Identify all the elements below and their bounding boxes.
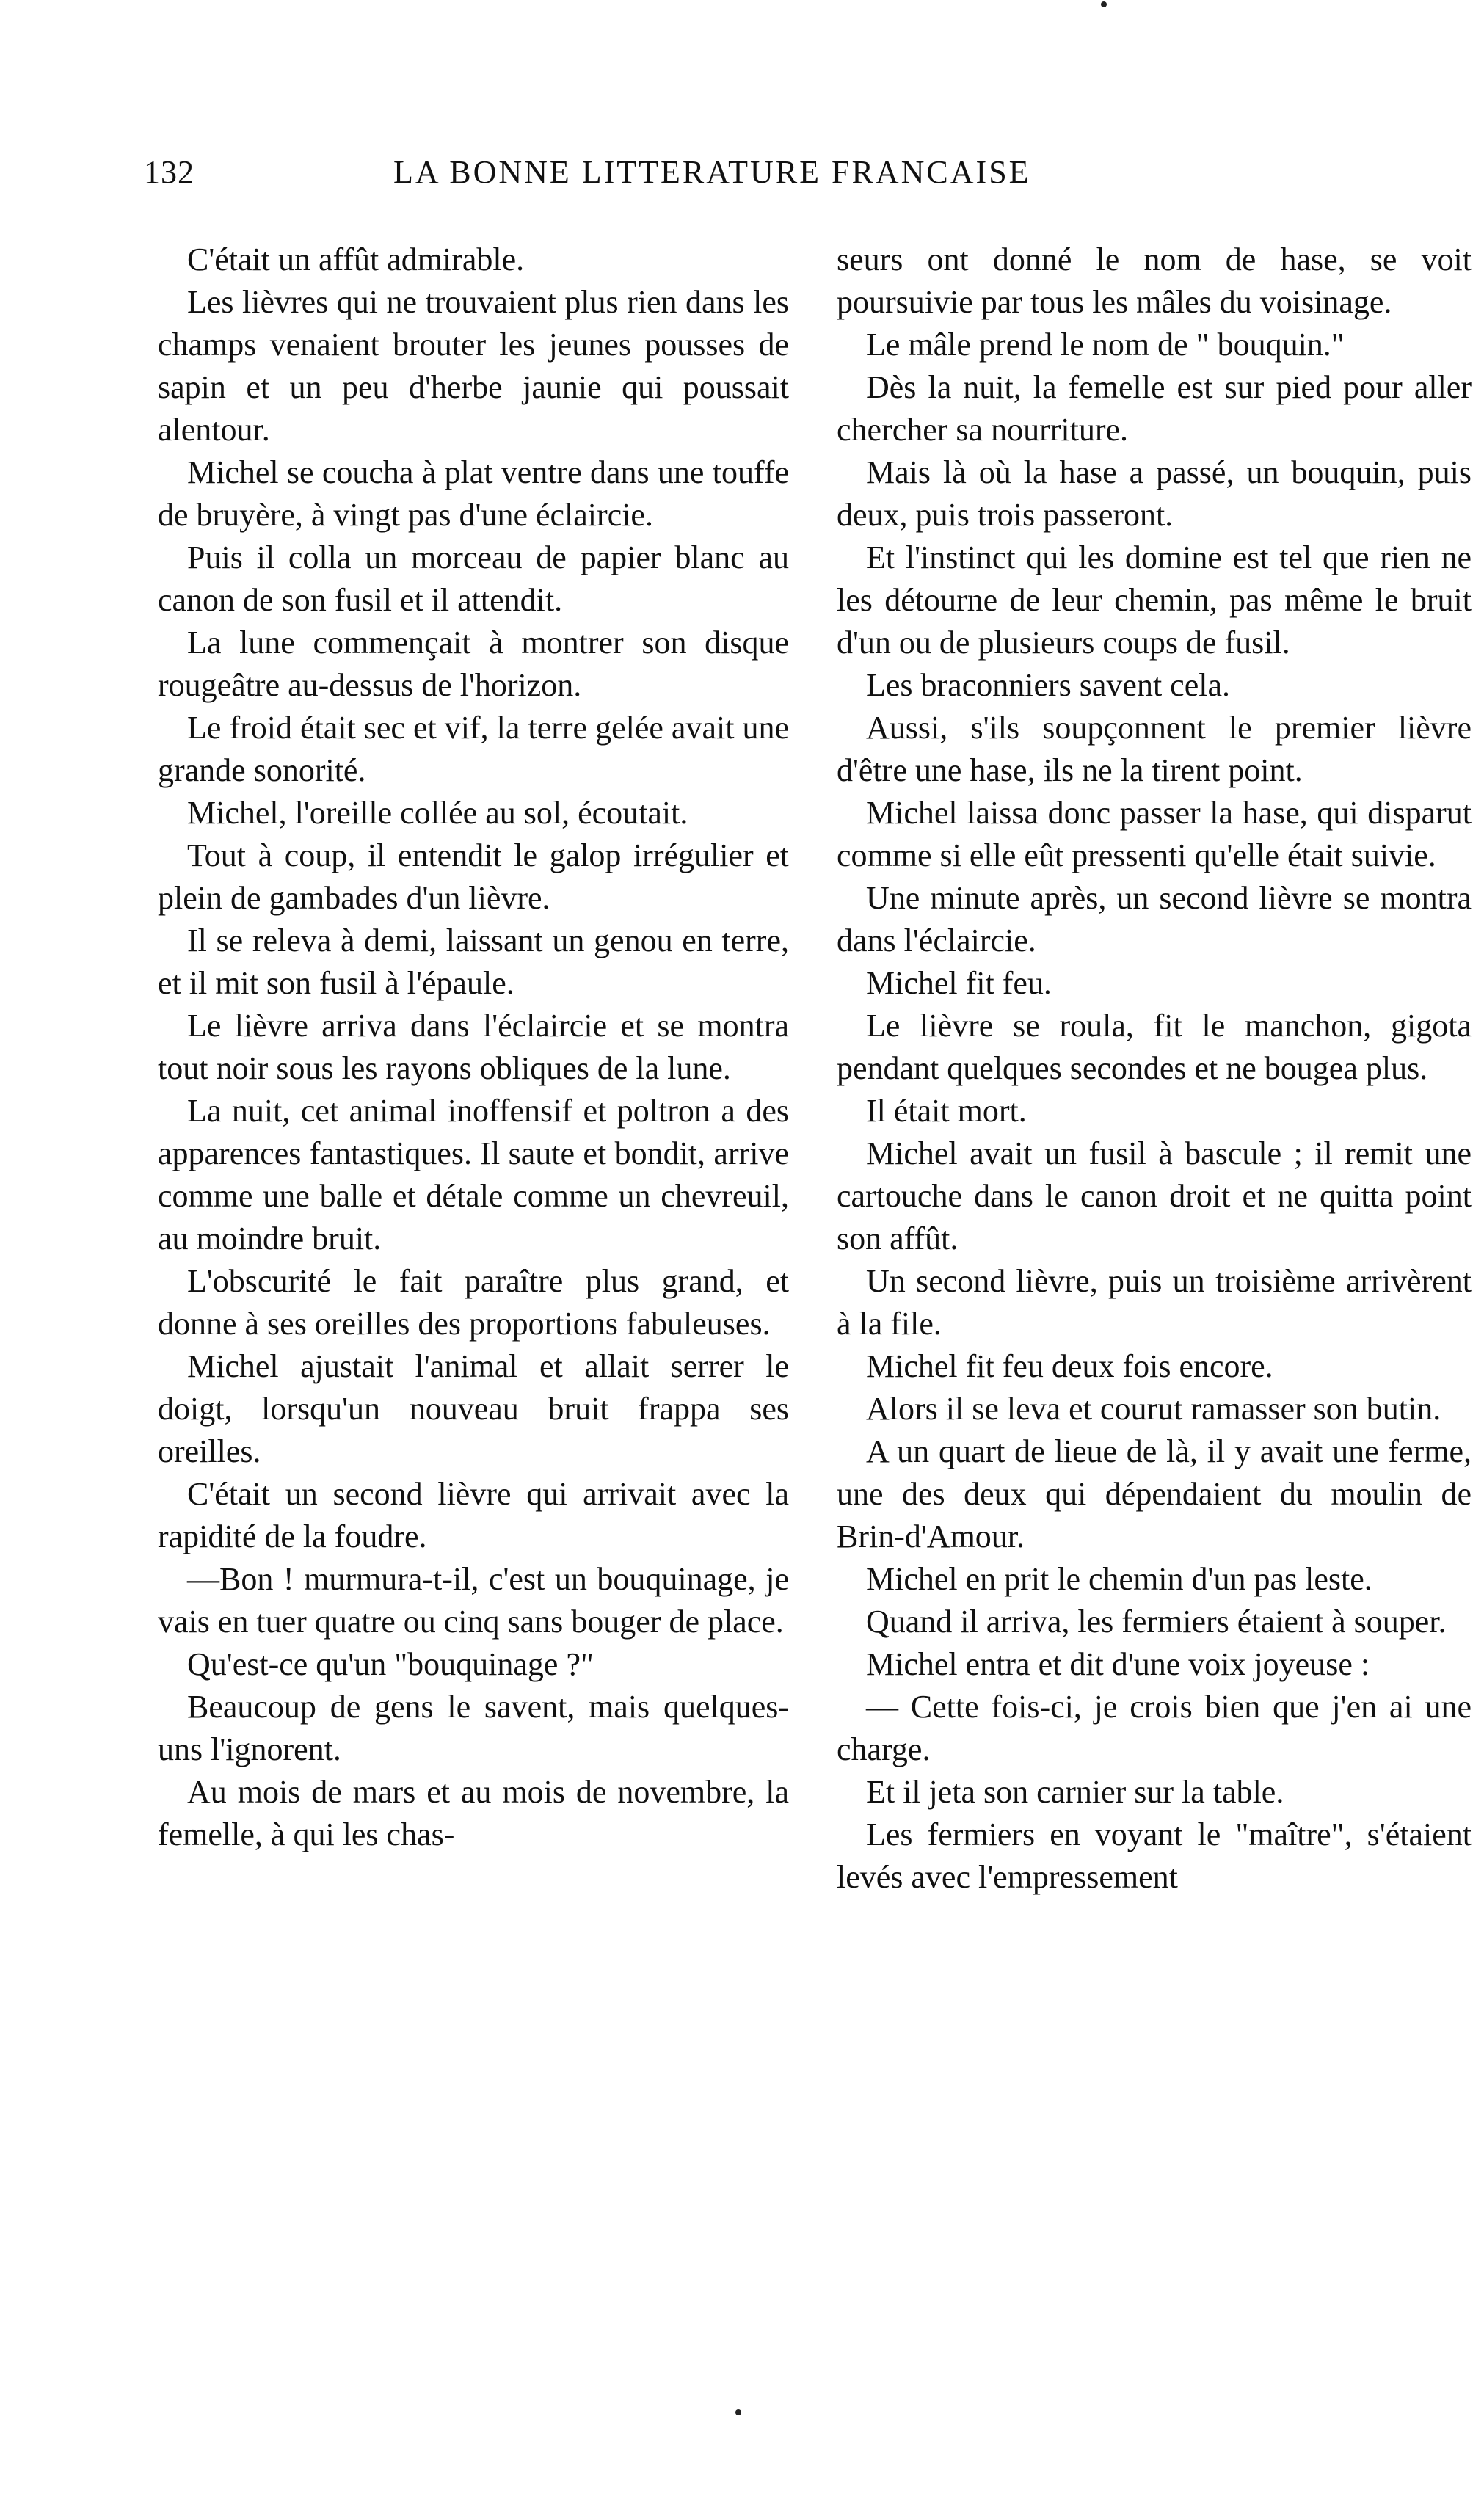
paragraph: Les braconniers savent cela. (866, 667, 1230, 703)
paragraph: Puis il colla un morceau de papier blanc au canon de son fusil et il attendit. (158, 539, 789, 618)
paragraph: —Bon ! murmura-t-il, c'est un bouquinage, je vais en tuer quatre ou cinq sans bouger de place. (158, 1561, 789, 1640)
paragraph: Les fermiers en voyant le "maître", s'étaient levés avec l'empressement (837, 1816, 1472, 1895)
paragraph: Le mâle prend le nom de " bouquin." (866, 327, 1345, 363)
paragraph: L'obscurité le fait paraître plus grand, et donne à ses oreilles des proportions fabuleuses. (158, 1263, 789, 1342)
paragraph: Le lièvre se roula, fit le manchon, gigota pendant quelques secondes et ne bougea plus. (837, 1008, 1472, 1086)
paragraph: Michel, l'oreille collée au sol, écoutait. (187, 795, 688, 831)
paragraph: Un second lièvre, puis un troisième arrivèrent à la file. (837, 1263, 1472, 1342)
page-header (144, 150, 1149, 194)
paragraph: Alors il se leva et courut ramasser son butin. (866, 1391, 1441, 1427)
paragraph: Beaucoup de gens le savent, mais quelques-uns l'ignorent. (158, 1689, 789, 1767)
paragraph: Le lièvre arriva dans l'éclaircie et se montra tout noir sous les rayons obliques de la lune. (158, 1008, 789, 1086)
paragraph: Michel fit feu. (866, 965, 1052, 1001)
paragraph: Les lièvres qui ne trouvaient plus rien dans les champs venaient brouter les jeunes pousses de sapin et un peu d'herbe jaunie qui poussait alentour. (158, 284, 789, 448)
paragraph: Tout à coup, il entendit le galop irrégulier et plein de gambades d'un lièvre. (158, 837, 789, 916)
paragraph: Michel se coucha à plat ventre dans une touffe de bruyère, à vingt pas d'une éclaircie. (158, 454, 789, 533)
paragraph: Michel fit feu deux fois encore. (866, 1348, 1273, 1384)
paragraph: Dès la nuit, la femelle est sur pied pour aller chercher sa nourriture. (837, 369, 1472, 448)
paragraph: Une minute après, un second lièvre se montra dans l'éclaircie. (837, 880, 1472, 958)
running-title: LA BONNE LITTERATURE FRANCAISE (393, 154, 1031, 190)
paragraph: Michel entra et dit d'une voix joyeuse : (866, 1646, 1370, 1682)
page-number: 132 (144, 154, 194, 190)
paragraph: C'était un second lièvre qui arrivait avec la rapidité de la foudre. (158, 1476, 789, 1554)
paragraph: C'était un affût admirable. (187, 241, 525, 277)
paragraph: La lune commençait à montrer son disque rougeâtre au-dessus de l'horizon. (158, 625, 789, 703)
paragraph: Il était mort. (866, 1093, 1027, 1129)
paragraph: A un quart de lieue de là, il y avait une ferme, une des deux qui dépendaient du moulin de Brin-d'Amour. (837, 1433, 1472, 1554)
paragraph: Et l'instinct qui les domine est tel que rien ne les détourne de leur chemin, pas même le bruit d'un ou de plusieurs coups de fusil. (837, 539, 1472, 661)
paragraph-continued: seurs ont donné le nom de hase, se voit poursuivie par tous les mâles du voisinage. (837, 241, 1472, 320)
paragraph: Quand il arriva, les fermiers étaient à souper. (866, 1604, 1447, 1640)
text-column-left (158, 239, 789, 1856)
paragraph: Il se releva à demi, laissant un genou en terre, et il mit son fusil à l'épaule. (158, 923, 789, 1001)
paragraph: Le froid était sec et vif, la terre gelée avait une grande sonorité. (158, 710, 789, 788)
text-column-right (837, 239, 1472, 1899)
paragraph: Aussi, s'ils soupçonnent le premier lièvre d'être une hase, ils ne la tirent point. (837, 710, 1472, 788)
paragraph: Michel en prit le chemin d'un pas leste. (866, 1561, 1372, 1597)
print-speck (1101, 1, 1107, 7)
print-speck (735, 2409, 741, 2415)
paragraph: Au mois de mars et au mois de novembre, la femelle, à qui les chas- (158, 1774, 789, 1852)
paragraph: Qu'est-ce qu'un "bouquinage ?" (187, 1646, 594, 1682)
paragraph: Mais là où la hase a passé, un bouquin, puis deux, puis trois passeront. (837, 454, 1472, 533)
paragraph: Michel ajustait l'animal et allait serrer le doigt, lorsqu'un nouveau bruit frappa ses oreilles. (158, 1348, 789, 1469)
paragraph: La nuit, cet animal inoffensif et poltron a des apparences fantastiques. Il saute et bondit, arrive comme une balle et détale comme un chevreuil, au moindre bruit. (158, 1093, 789, 1256)
paragraph: — Cette fois-ci, je crois bien que j'en ai une charge. (837, 1689, 1472, 1767)
paragraph: Michel avait un fusil à bascule ; il remit une cartouche dans le canon droit et ne quitta point son affût. (837, 1135, 1472, 1256)
paragraph: Et il jeta son carnier sur la table. (866, 1774, 1284, 1810)
paragraph: Michel laissa donc passer la hase, qui disparut comme si elle eût pressenti qu'elle était suivie. (837, 795, 1472, 873)
